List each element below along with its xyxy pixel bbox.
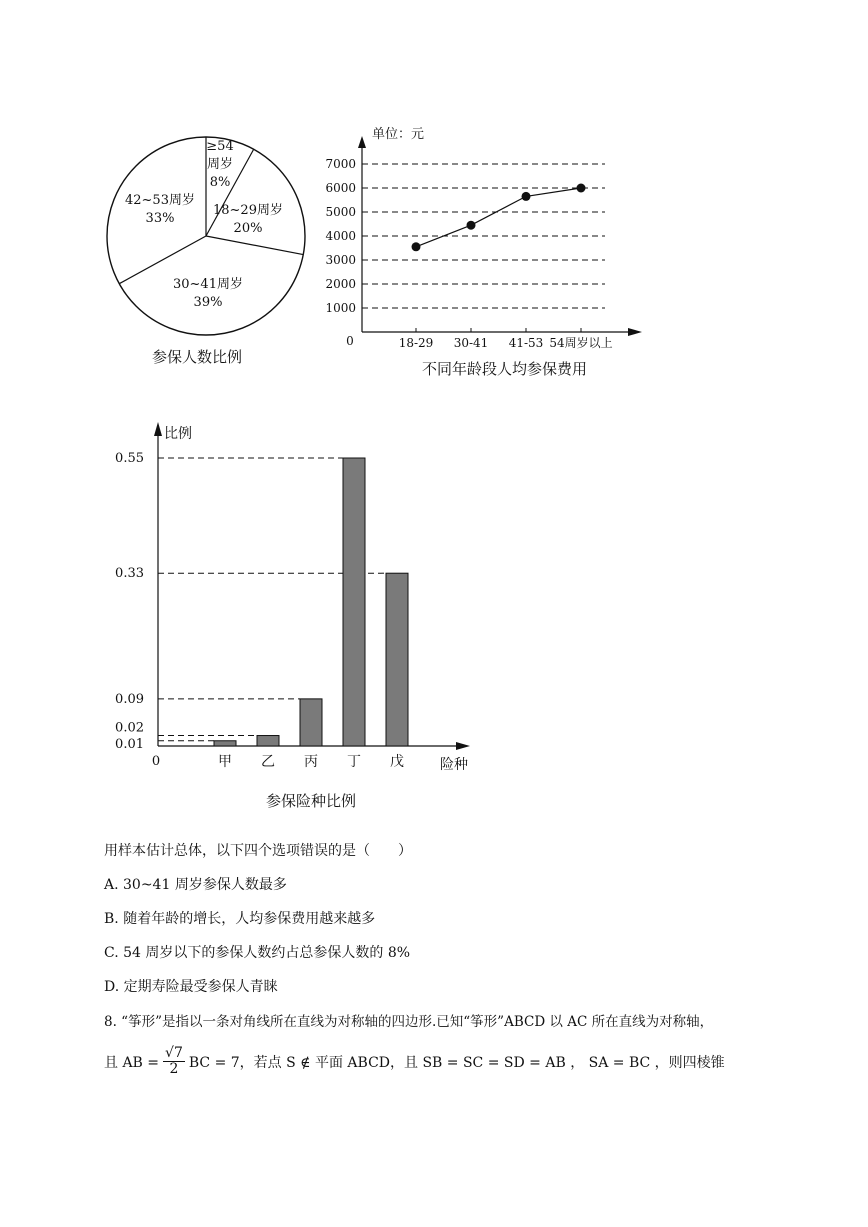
pie-slice-label-0-2: 8% [209, 175, 231, 190]
x-tick-label-2: 41-53 [508, 336, 544, 350]
x-tick-label-1: 乙 [261, 754, 275, 770]
x-tick-label-0: 甲 [218, 754, 232, 770]
unit-label: 单位：元 [372, 127, 425, 142]
x-axis-arrow [456, 742, 470, 750]
y-tick-label-0: 1000 [325, 301, 356, 315]
data-point-1 [467, 221, 476, 230]
y-tick-label-3: 4000 [325, 229, 356, 243]
x-tick-label-0: 18-29 [398, 336, 434, 350]
x-tick-label-1: 30-41 [453, 336, 489, 350]
series-line [416, 188, 581, 247]
bar-0 [214, 741, 236, 746]
option-d: D. 定期寿险最受参保人青睐 [104, 979, 278, 995]
line-chart [320, 120, 650, 355]
x-tick-label-3: 54周岁以上 [549, 336, 613, 350]
option-a: A. 30~41 周岁参保人数最多 [104, 877, 287, 893]
pie-slice-label-1-1: 20% [233, 221, 263, 236]
y-tick-label-1: 0.02 [115, 720, 144, 736]
x-tick-label-3: 丁 [347, 754, 361, 770]
y-axis-arrow [154, 422, 162, 436]
x-tick-label-2: 丙 [304, 754, 318, 770]
x-axis-label: 险种 [440, 757, 468, 773]
y-axis-label: 比例 [164, 426, 192, 442]
option-b: B. 随着年龄的增长，人均参保费用越来越多 [104, 911, 376, 927]
x-axis-arrow [628, 328, 642, 336]
pie-slice-label-2-0: 30~41周岁 [173, 277, 243, 292]
pie-slice-label-3-1: 33% [145, 211, 175, 226]
y-tick-label-0: 0.01 [115, 736, 144, 752]
next-question-line1: 8. “筝形”是指以一条对角线所在直线为对称轴的四边形.已知“筝形”ABCD 以 AC 所在直线为对称轴， [104, 1014, 714, 1030]
pie-chart [100, 130, 320, 350]
origin-label: 0 [151, 754, 161, 769]
fraction-numerator: √7 [165, 1045, 183, 1061]
data-point-0 [412, 242, 421, 251]
y-tick-label-6: 7000 [325, 157, 356, 171]
pie-slice-label-2-1: 39% [193, 295, 223, 310]
bar-chart [110, 410, 490, 780]
pie-slice-label-1-0: 18~29周岁 [213, 203, 283, 218]
y-tick-label-4: 5000 [325, 205, 356, 219]
y-tick-label-4: 0.55 [115, 451, 144, 466]
bar-3 [343, 458, 365, 746]
data-point-2 [522, 192, 531, 201]
bar-4 [386, 573, 408, 746]
pie-chart-caption: 参保人数比例 [152, 348, 243, 366]
x-tick-label-4: 戊 [390, 754, 404, 770]
fraction [163, 1046, 185, 1078]
origin-label: 0 [346, 334, 354, 348]
y-tick-label-1: 2000 [325, 277, 356, 291]
y-tick-label-5: 6000 [325, 181, 356, 195]
y-axis-arrow [358, 136, 366, 148]
bar-1 [257, 736, 279, 746]
line-chart-caption: 不同年龄段人均参保费用 [422, 360, 588, 378]
pie-slice-label-0-1: 周岁 [206, 157, 234, 172]
data-point-3 [577, 184, 586, 193]
pie-slice-label-3-0: 42~53周岁 [125, 193, 195, 208]
formula-suffix: BC = 7，若点 S ∉ 平面 ABCD，且 SB = SC = SD = AB ， SA = BC ，则四棱锥 [188, 1054, 725, 1071]
formula-prefix: 且 AB = [104, 1054, 160, 1071]
y-tick-label-2: 0.09 [115, 691, 144, 707]
fraction-denominator: 2 [169, 1061, 179, 1078]
question-stem: 用样本估计总体，以下四个选项错误的是（ ） [104, 843, 412, 859]
next-question-line2 [104, 1046, 725, 1078]
option-c: C. 54 周岁以下的参保人数约占总参保人数的 8% [104, 945, 411, 961]
pie-slice-label-0-0: ≥54 [206, 139, 234, 154]
y-tick-label-3: 0.33 [115, 566, 144, 582]
bar-chart-caption: 参保险种比例 [266, 792, 357, 810]
y-tick-label-2: 3000 [325, 253, 356, 267]
bar-2 [300, 699, 322, 746]
